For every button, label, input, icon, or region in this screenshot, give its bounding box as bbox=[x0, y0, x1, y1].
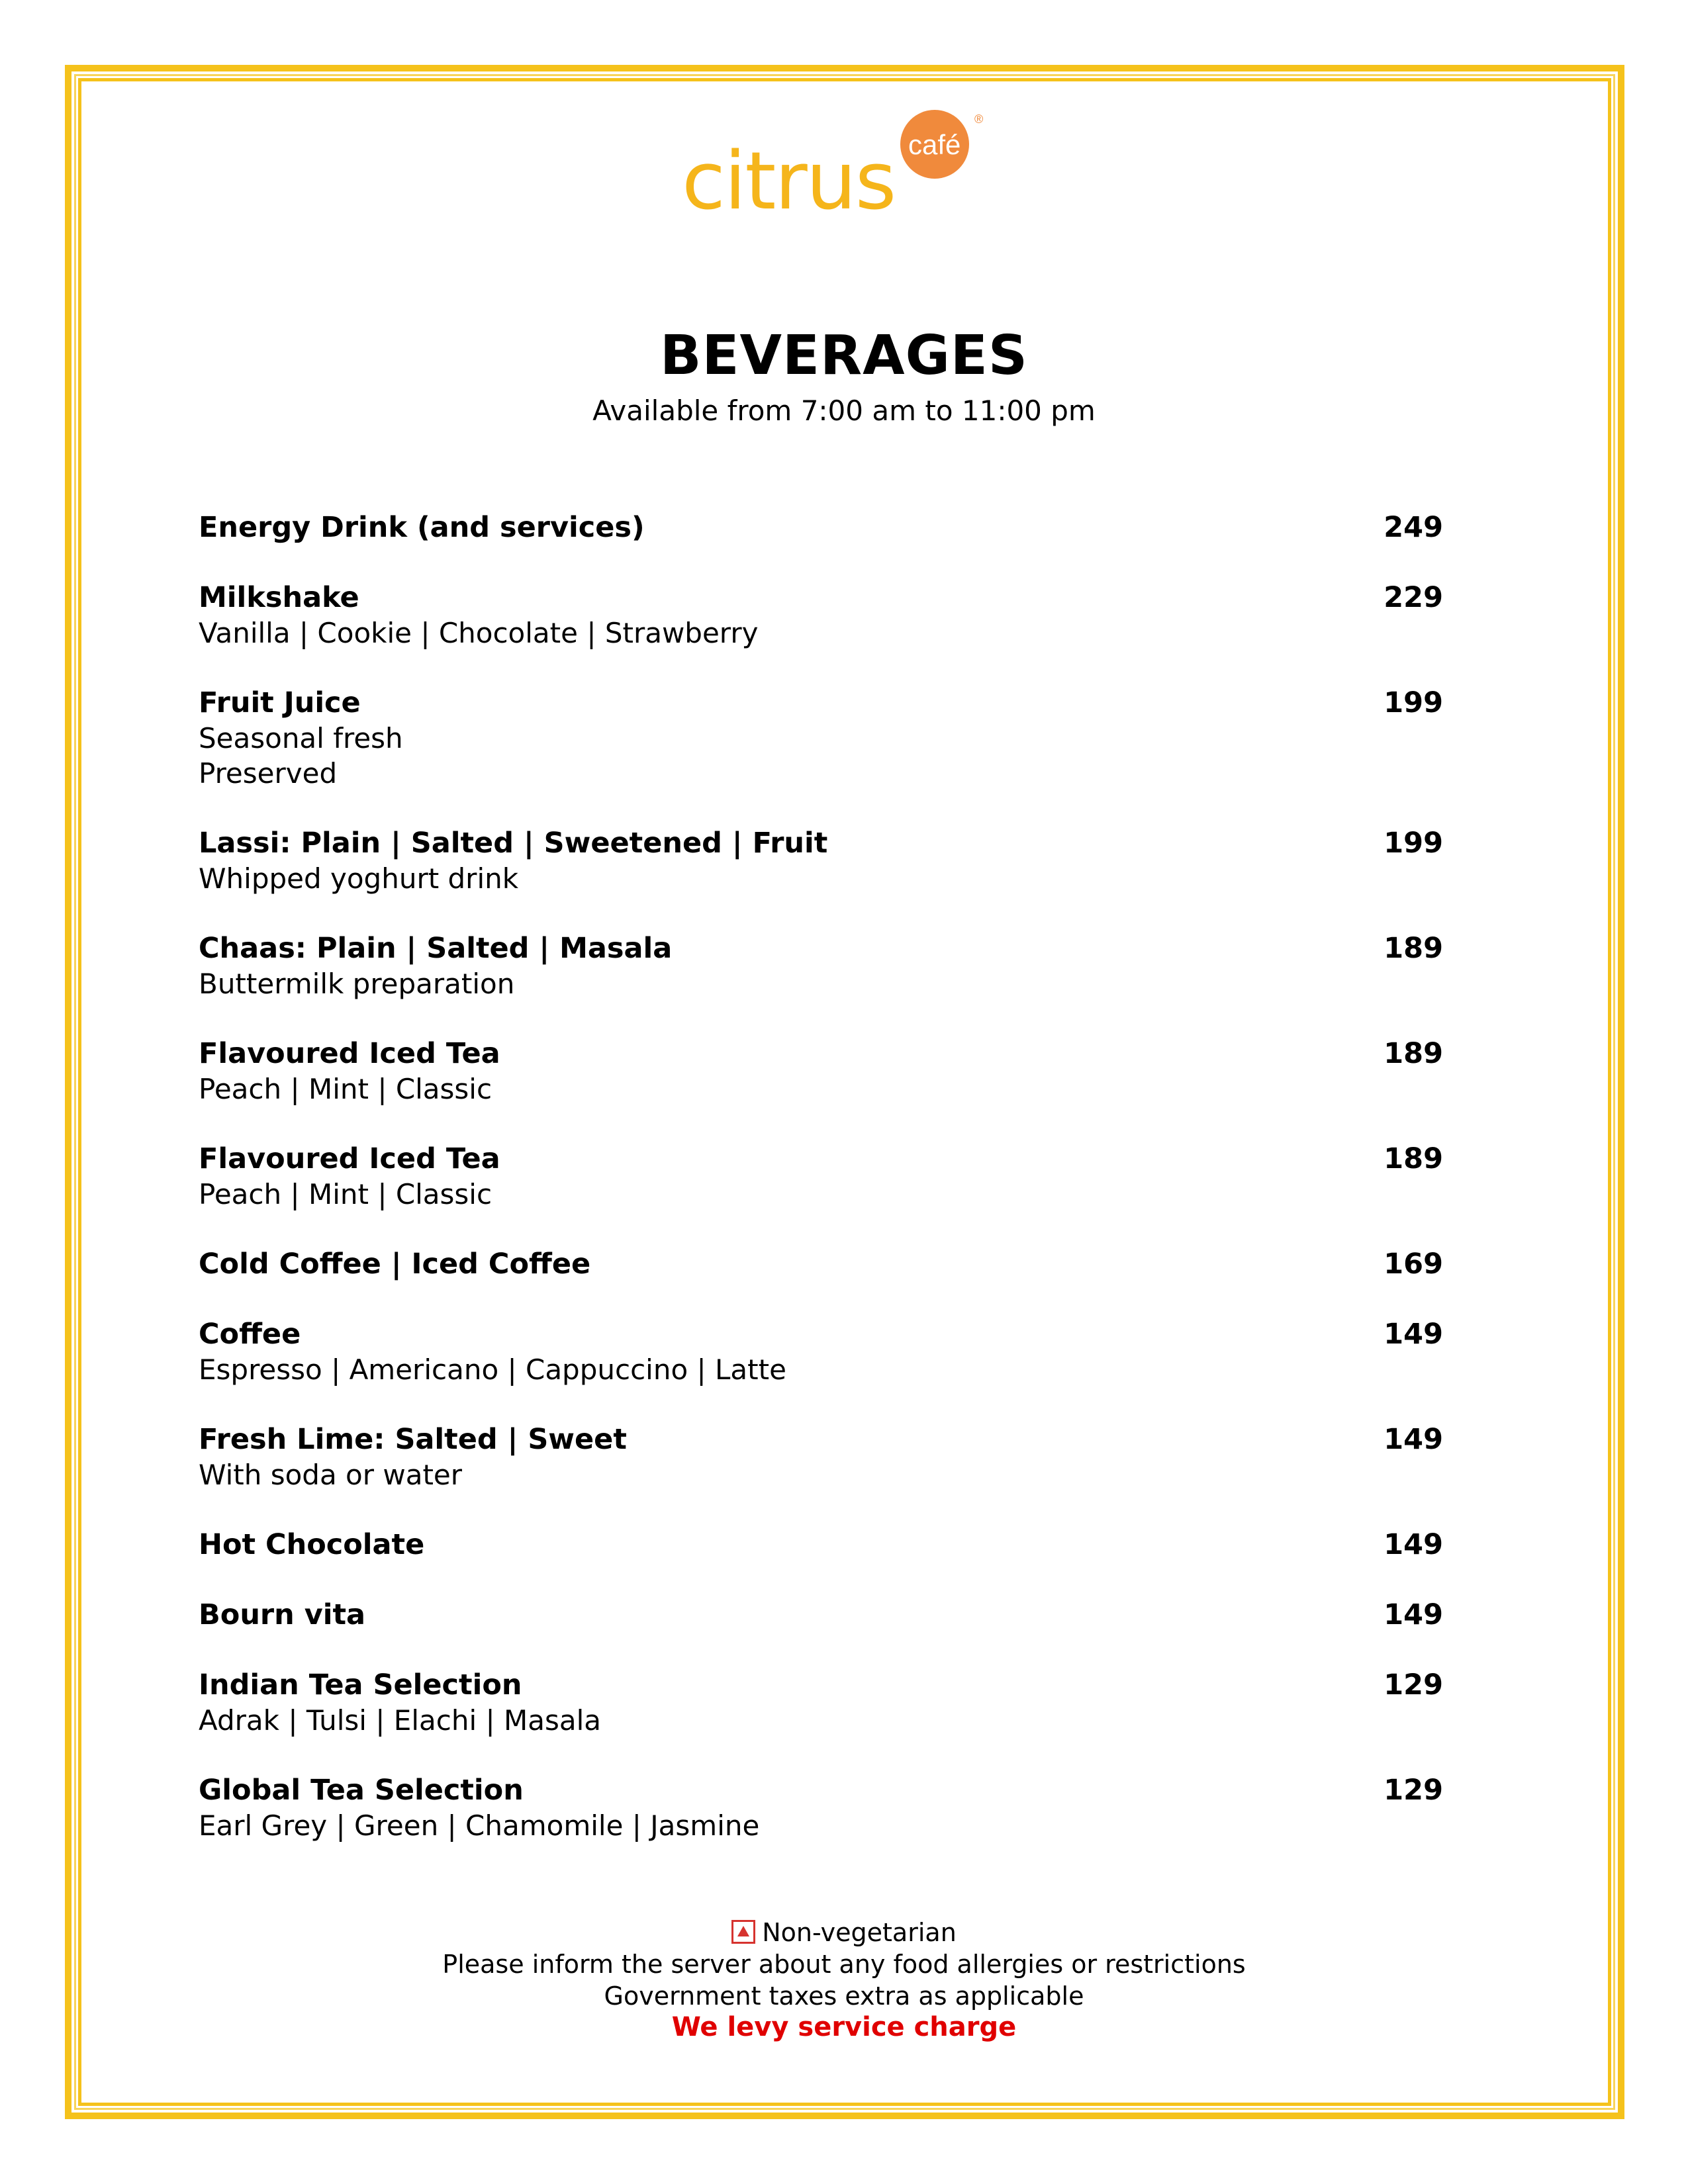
menu-item-description: Vanilla | Cookie | Chocolate | Strawberry bbox=[199, 617, 759, 649]
menu-item-description: Seasonal fresh bbox=[199, 722, 403, 754]
menu-item bbox=[199, 1316, 1443, 1387]
menu-item-description: With soda or water bbox=[199, 1459, 463, 1491]
menu-item-name: Lassi: Plain | Salted | Sweetened | Fruit bbox=[199, 827, 828, 860]
menu-item-name: Milkshake bbox=[199, 581, 359, 614]
menu-item bbox=[199, 931, 1443, 1001]
allergy-note: Please inform the server about any food allergies or restrictions bbox=[442, 1950, 1246, 1979]
menu-item bbox=[199, 825, 1443, 896]
registered-mark: ® bbox=[974, 113, 984, 126]
non-veg-label: Non-vegetarian bbox=[762, 1918, 957, 1947]
menu-item-price: 199 bbox=[1383, 827, 1443, 860]
menu-item-name: Cold Coffee | Iced Coffee bbox=[199, 1248, 591, 1281]
tax-note: Government taxes extra as applicable bbox=[604, 1981, 1084, 2011]
menu-item-price: 149 bbox=[1383, 1423, 1443, 1456]
page-title: BEVERAGES bbox=[660, 324, 1028, 387]
menu-item-price: 189 bbox=[1383, 932, 1443, 965]
menu-item bbox=[199, 1772, 1443, 1843]
menu-item-price: 129 bbox=[1383, 1774, 1443, 1807]
menu-item-description: Peach | Mint | Classic bbox=[199, 1178, 492, 1210]
menu-item bbox=[199, 1246, 1443, 1282]
menu-item bbox=[199, 1527, 1443, 1563]
logo-badge-text: café bbox=[908, 129, 961, 160]
menu-item-price: 149 bbox=[1383, 1318, 1443, 1351]
menu-item-name: Energy Drink (and services) bbox=[199, 511, 645, 544]
menu-item-price: 149 bbox=[1383, 1598, 1443, 1631]
menu-item-description: Buttermilk preparation bbox=[199, 968, 515, 1000]
menu-item-description: Espresso | Americano | Cappuccino | Latte bbox=[199, 1353, 786, 1386]
menu-item-name: Flavoured Iced Tea bbox=[199, 1142, 500, 1175]
menu-item-price: 169 bbox=[1383, 1248, 1443, 1281]
menu-item-description: Preserved bbox=[199, 757, 338, 790]
menu-item-description: Adrak | Tulsi | Elachi | Masala bbox=[199, 1704, 601, 1737]
menu-item-name: Hot Chocolate bbox=[199, 1528, 425, 1561]
menu-item-price: 199 bbox=[1383, 686, 1443, 719]
citrus-cafe-logo bbox=[675, 99, 1019, 225]
menu-item bbox=[199, 510, 1443, 545]
menu-item-name: Bourn vita bbox=[199, 1598, 366, 1631]
menu-item-name: Coffee bbox=[199, 1318, 301, 1351]
menu-item bbox=[199, 1667, 1443, 1738]
menu-item-price: 229 bbox=[1383, 581, 1443, 614]
availability-hours: Available from 7:00 am to 11:00 pm bbox=[592, 394, 1096, 427]
menu-item-name: Indian Tea Selection bbox=[199, 1668, 522, 1702]
menu-item-description: Peach | Mint | Classic bbox=[199, 1073, 492, 1105]
menu-item bbox=[199, 580, 1443, 651]
menu-item bbox=[199, 1141, 1443, 1212]
menu-item bbox=[199, 685, 1443, 791]
menu-item-name: Chaas: Plain | Salted | Masala bbox=[199, 932, 673, 965]
menu-item-price: 249 bbox=[1383, 511, 1443, 544]
menu-item-name: Fruit Juice bbox=[199, 686, 361, 719]
menu-item-price: 129 bbox=[1383, 1668, 1443, 1702]
non-veg-legend bbox=[0, 1917, 1688, 1948]
service-charge-note: We levy service charge bbox=[671, 2012, 1017, 2042]
menu-item-price: 189 bbox=[1383, 1037, 1443, 1070]
menu-item bbox=[199, 1597, 1443, 1633]
logo-wordmark: citrus bbox=[682, 136, 896, 225]
menu-item-name: Flavoured Iced Tea bbox=[199, 1037, 500, 1070]
menu-item-price: 189 bbox=[1383, 1142, 1443, 1175]
menu-item bbox=[199, 1422, 1443, 1492]
menu-item-name: Global Tea Selection bbox=[199, 1774, 524, 1807]
menu-item-description: Earl Grey | Green | Chamomile | Jasmine bbox=[199, 1809, 760, 1842]
non-veg-symbol-icon bbox=[731, 1920, 755, 1944]
menu-item-price: 149 bbox=[1383, 1528, 1443, 1561]
menu-item bbox=[199, 1036, 1443, 1107]
menu-item-description: Whipped yoghurt drink bbox=[199, 862, 519, 895]
menu-item-name: Fresh Lime: Salted | Sweet bbox=[199, 1423, 627, 1456]
